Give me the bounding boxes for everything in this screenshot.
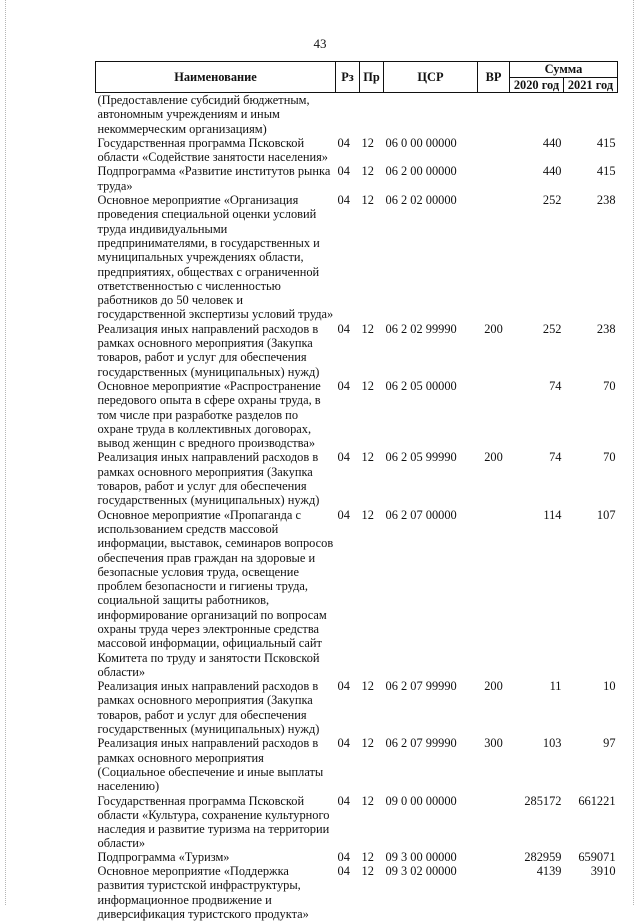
- row-sum-2020: [510, 93, 564, 136]
- table-header: [96, 62, 618, 93]
- row-rz: 04: [336, 136, 360, 165]
- row-sum-2021: 10: [564, 679, 618, 736]
- row-csr: 06 2 05 99990: [384, 450, 478, 507]
- row-vr: 200: [478, 322, 510, 379]
- table-row: [96, 322, 618, 379]
- row-name: Основное мероприятие «Организация проведения специальной оценки условий труда индивидуальными предпринимателями, в государственных и муниципальных учреждениях области, предприятиях, обществах с ограниченной ответственностью с численностью работников до 50 человек и государственной экспертизы условий труда»: [96, 193, 336, 322]
- row-pr: 12: [360, 864, 384, 921]
- row-rz: 04: [336, 736, 360, 793]
- row-csr: 06 2 02 00000: [384, 193, 478, 322]
- header-name: Наименование: [96, 62, 336, 93]
- table-row: [96, 193, 618, 322]
- budget-table: [95, 61, 618, 921]
- row-sum-2021: 661221: [564, 794, 618, 851]
- row-sum-2021: 107: [564, 508, 618, 680]
- header-pr: Пр: [360, 62, 384, 93]
- row-vr: [478, 508, 510, 680]
- row-name: Реализация иных направлений расходов в рамках основного мероприятия (Закупка товаров, работ и услуг для обеспечения государственных (муниципальных) нужд): [96, 679, 336, 736]
- row-pr: 12: [360, 193, 384, 322]
- row-csr: 06 2 07 00000: [384, 508, 478, 680]
- row-pr: 12: [360, 450, 384, 507]
- row-rz: [336, 93, 360, 136]
- row-rz: 04: [336, 164, 360, 193]
- row-rz: 04: [336, 379, 360, 450]
- row-vr: [478, 864, 510, 921]
- row-sum-2021: 238: [564, 193, 618, 322]
- row-csr: [384, 93, 478, 136]
- row-sum-2021: 659071: [564, 851, 618, 864]
- row-pr: 12: [360, 136, 384, 165]
- row-vr: 200: [478, 679, 510, 736]
- row-name: (Предоставление субсидий бюджетным, автономным учреждениям и иным некоммерческим организациям): [96, 93, 336, 136]
- row-csr: 06 2 07 99990: [384, 679, 478, 736]
- row-rz: 04: [336, 193, 360, 322]
- row-sum-2020: 285172: [510, 794, 564, 851]
- row-name: Основное мероприятие «Поддержка развития туристской инфраструктуры, информационное продвижение и диверсификация туристского продукта»: [96, 864, 336, 921]
- table-row: [96, 136, 618, 165]
- scan-edge-left: [5, 0, 7, 905]
- row-sum-2021: 415: [564, 164, 618, 193]
- row-sum-2020: 252: [510, 193, 564, 322]
- row-pr: [360, 93, 384, 136]
- table-row: [96, 794, 618, 851]
- row-name: Подпрограмма «Развитие институтов рынка труда»: [96, 164, 336, 193]
- table-row: [96, 736, 618, 793]
- row-vr: [478, 136, 510, 165]
- row-name: Основное мероприятие «Распространение передового опыта в сфере охраны труда, в том числе при разработке разделов по охране труда в коллективных договорах, вывод женщин с вредного производства»: [96, 379, 336, 450]
- header-sum: Сумма: [510, 62, 618, 78]
- row-sum-2021: 97: [564, 736, 618, 793]
- row-vr: [478, 851, 510, 864]
- row-sum-2020: 440: [510, 164, 564, 193]
- row-sum-2020: 114: [510, 508, 564, 680]
- table-row: [96, 379, 618, 450]
- row-rz: 04: [336, 679, 360, 736]
- row-vr: 300: [478, 736, 510, 793]
- row-rz: 04: [336, 794, 360, 851]
- row-pr: 12: [360, 851, 384, 864]
- row-pr: 12: [360, 679, 384, 736]
- table-body: [96, 93, 618, 921]
- row-rz: 04: [336, 851, 360, 864]
- row-sum-2020: 103: [510, 736, 564, 793]
- row-pr: 12: [360, 794, 384, 851]
- row-rz: 04: [336, 322, 360, 379]
- table-row: [96, 508, 618, 680]
- row-vr: [478, 379, 510, 450]
- row-vr: [478, 794, 510, 851]
- row-sum-2021: 238: [564, 322, 618, 379]
- row-pr: 12: [360, 508, 384, 680]
- table-row: [96, 450, 618, 507]
- row-sum-2020: 282959: [510, 851, 564, 864]
- row-sum-2020: 252: [510, 322, 564, 379]
- row-rz: 04: [336, 508, 360, 680]
- row-vr: [478, 164, 510, 193]
- row-name: Основное мероприятие «Пропаганда с использованием средств массовой информации, выставок, семинаров вопросов обеспечения прав граждан на здоровые и безопасные условия труда, освещение проблем безопасности и гигиены труда, социальной защиты работников, информирование организаций по вопросам охраны труда через электронные средства массовой информации, официальный сайт Комитета по труду и занятости Псковской области»: [96, 508, 336, 680]
- row-vr: [478, 93, 510, 136]
- scan-edge-right: [633, 0, 635, 905]
- row-csr: 06 0 00 00000: [384, 136, 478, 165]
- row-name: Реализация иных направлений расходов в рамках основного мероприятия (Закупка товаров, работ и услуг для обеспечения государственных (муниципальных) нужд): [96, 450, 336, 507]
- row-pr: 12: [360, 164, 384, 193]
- header-vr: ВР: [478, 62, 510, 93]
- row-name: Подпрограмма «Туризм»: [96, 851, 336, 864]
- row-pr: 12: [360, 322, 384, 379]
- row-sum-2021: 70: [564, 379, 618, 450]
- row-sum-2021: 70: [564, 450, 618, 507]
- table-row: [96, 679, 618, 736]
- row-sum-2020: 74: [510, 450, 564, 507]
- row-csr: 06 2 02 99990: [384, 322, 478, 379]
- row-csr: 09 3 02 00000: [384, 864, 478, 921]
- row-rz: 04: [336, 864, 360, 921]
- header-csr: ЦСР: [384, 62, 478, 93]
- header-year-2020: 2020 год: [510, 77, 564, 93]
- table-row: [96, 93, 618, 136]
- row-vr: [478, 193, 510, 322]
- table-row: [96, 164, 618, 193]
- row-csr: 09 3 00 00000: [384, 851, 478, 864]
- row-vr: 200: [478, 450, 510, 507]
- row-csr: 06 2 07 99990: [384, 736, 478, 793]
- page-number: 43: [0, 36, 640, 52]
- header-rz: Рз: [336, 62, 360, 93]
- row-sum-2020: 4139: [510, 864, 564, 921]
- row-sum-2020: 440: [510, 136, 564, 165]
- row-pr: 12: [360, 379, 384, 450]
- row-sum-2021: 3910: [564, 864, 618, 921]
- table-row: [96, 864, 618, 921]
- row-csr: 09 0 00 00000: [384, 794, 478, 851]
- row-name: Реализация иных направлений расходов в рамках основного мероприятия (Социальное обеспечение и иные выплаты населению): [96, 736, 336, 793]
- row-csr: 06 2 05 00000: [384, 379, 478, 450]
- row-csr: 06 2 00 00000: [384, 164, 478, 193]
- row-name: Государственная программа Псковской области «Содействие занятости населения»: [96, 136, 336, 165]
- table-row: [96, 851, 618, 864]
- row-sum-2020: 11: [510, 679, 564, 736]
- header-year-2021: 2021 год: [564, 77, 618, 93]
- row-sum-2021: [564, 93, 618, 136]
- row-rz: 04: [336, 450, 360, 507]
- row-sum-2021: 415: [564, 136, 618, 165]
- row-name: Реализация иных направлений расходов в рамках основного мероприятия (Закупка товаров, работ и услуг для обеспечения государственных (муниципальных) нужд): [96, 322, 336, 379]
- row-sum-2020: 74: [510, 379, 564, 450]
- row-name: Государственная программа Псковской области «Культура, сохранение культурного наследия и развитие туризма на территории области»: [96, 794, 336, 851]
- row-pr: 12: [360, 736, 384, 793]
